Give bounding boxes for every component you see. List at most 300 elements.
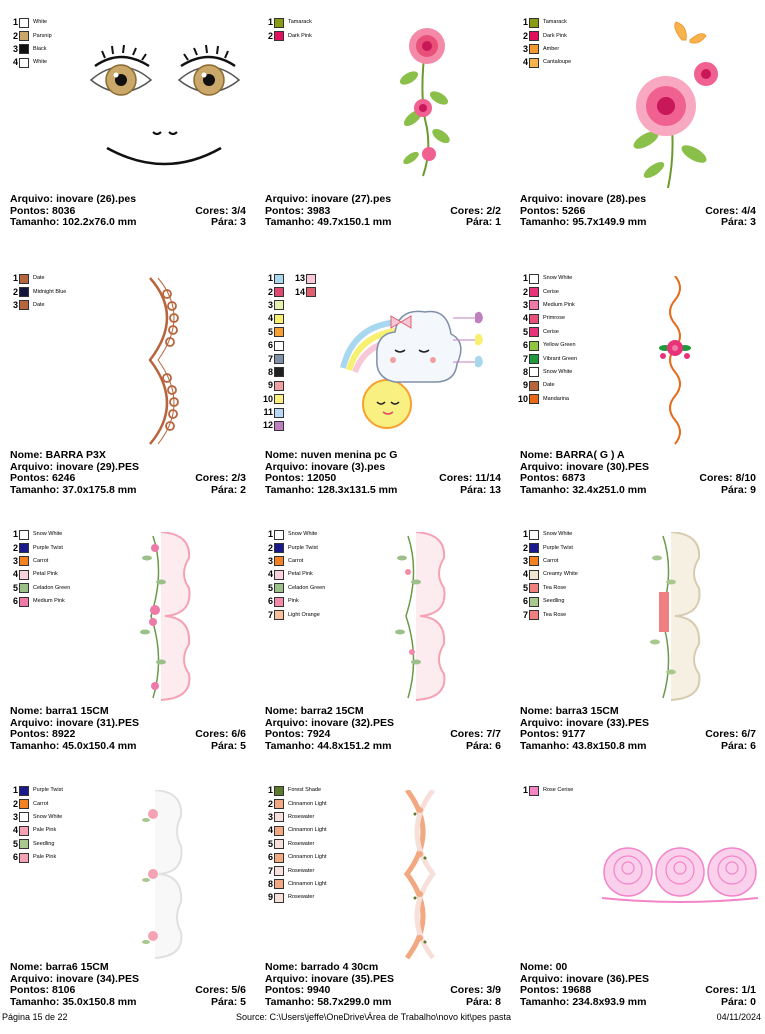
color-name: Snow White	[543, 368, 573, 375]
color-list	[6, 16, 52, 70]
color-swatch-row	[516, 339, 577, 352]
color-number: 7	[267, 865, 273, 876]
color-number: 4	[522, 313, 528, 324]
color-list	[516, 16, 571, 70]
color-number: 3	[267, 811, 273, 822]
color-name: Snow White	[543, 275, 573, 282]
color-number: 8	[267, 366, 273, 377]
color-name: Vibrant Green	[543, 355, 578, 362]
color-number: 1	[522, 273, 528, 284]
color-number: 6	[267, 596, 273, 607]
color-number: 2	[522, 30, 528, 41]
color-swatch-row	[261, 419, 284, 432]
cloud-vine-border-embroidery	[135, 532, 195, 702]
color-number: 3	[12, 43, 18, 54]
color-name: Purple Twist	[33, 787, 63, 794]
rose-butterfly-embroidery	[610, 20, 730, 190]
color-swatch	[529, 341, 539, 351]
color-number: 3	[267, 555, 273, 566]
color-swatch-row	[6, 541, 70, 554]
color-number: 3	[12, 811, 18, 822]
color-swatch	[529, 300, 539, 310]
color-swatch-row	[516, 43, 571, 56]
color-swatch-row	[261, 582, 325, 595]
color-name: Snow White	[288, 531, 318, 538]
color-swatch	[274, 274, 284, 284]
design-card-3	[255, 266, 510, 522]
design-info: Nome: barra2 15CM Arquivo: inovare (32).PES Pontos: 7924 Cores: 7/7 Tamanho: 44.8x151.2 mm Pára: 6	[265, 705, 501, 752]
color-name: Tamarack	[288, 19, 312, 26]
print-date: 04/11/2024	[716, 1012, 761, 1022]
color-swatch-row	[261, 784, 327, 797]
color-number: 2	[522, 286, 528, 297]
design-info: Nome: 00 Arquivo: inovare (36).PES Pontos: 19688 Cores: 1/1 Tamanho: 234.8x93.9 mm Pára: 0	[520, 961, 756, 1008]
color-swatch	[529, 354, 539, 364]
color-name: Medium Pink	[33, 598, 65, 605]
color-swatch-row	[261, 851, 327, 864]
color-swatch-row	[516, 555, 578, 568]
color-swatch	[19, 826, 29, 836]
color-swatch	[529, 597, 539, 607]
color-name: Purple Twist	[288, 544, 318, 551]
color-number: 7	[522, 353, 528, 364]
color-name: Carrot	[543, 557, 559, 564]
color-swatch-row	[516, 568, 578, 581]
color-number: 7	[267, 609, 273, 620]
color-swatch	[306, 287, 316, 297]
design-card-29	[0, 266, 255, 522]
color-name: Carrot	[288, 557, 304, 564]
color-number: 6	[12, 852, 18, 863]
color-name: Celadon Green	[33, 584, 71, 591]
color-name: Pale Pink	[33, 827, 57, 834]
color-swatch	[274, 570, 284, 580]
color-name: Rosewater	[288, 894, 315, 901]
design-info: Arquivo: inovare (28).pes Pontos: 5266 Cores: 4/4 Tamanho: 95.7x149.9 mm Pára: 3	[520, 193, 756, 228]
color-swatch-row	[516, 16, 571, 29]
color-swatch	[274, 893, 284, 903]
color-swatch	[19, 18, 29, 28]
color-swatch	[274, 839, 284, 849]
color-swatch	[19, 274, 29, 284]
color-name: Seedling	[33, 840, 55, 847]
color-name: Rose Cerise	[543, 787, 574, 794]
color-swatch-row	[516, 326, 577, 339]
color-swatch	[19, 31, 29, 41]
color-swatch	[19, 556, 29, 566]
color-swatch	[306, 274, 316, 284]
color-swatch	[19, 58, 29, 68]
color-swatch-row	[6, 29, 52, 42]
nose	[153, 132, 177, 134]
color-name: Carrot	[33, 557, 49, 564]
color-number: 9	[267, 380, 273, 391]
color-name: Yellow Green	[543, 342, 576, 349]
design-card-36	[510, 778, 765, 1034]
design-info: Nome: barrado 4 30cm Arquivo: inovare (35).PES Pontos: 9940 Cores: 3/9 Tamanho: 58.7x299.0 mm Pára: 8	[265, 961, 501, 1008]
color-name: Parsnip	[33, 32, 52, 39]
color-swatch	[274, 799, 284, 809]
color-swatch-row	[516, 582, 578, 595]
color-swatch-row	[261, 285, 284, 298]
color-name: Cinnamon Light	[288, 880, 327, 887]
color-swatch	[529, 583, 539, 593]
color-swatch-row	[516, 379, 577, 392]
color-swatch-row	[261, 891, 327, 904]
color-swatch-row	[516, 366, 577, 379]
color-number: 10	[517, 393, 528, 404]
color-swatch	[19, 839, 29, 849]
color-number: 5	[522, 326, 528, 337]
cloud-rose-border-embroidery	[135, 790, 195, 960]
color-name: Date	[543, 382, 555, 389]
color-name: Cerise	[543, 288, 559, 295]
color-number: 6	[267, 852, 273, 863]
color-swatch-row	[261, 393, 284, 406]
color-swatch	[274, 300, 284, 310]
color-name: Date	[33, 275, 45, 282]
color-name: Midnight Blue	[33, 288, 67, 295]
color-swatch	[274, 354, 284, 364]
color-swatch-row	[516, 784, 573, 797]
design-info: Arquivo: inovare (26).pes Pontos: 8036 Cores: 3/4 Tamanho: 102.2x76.0 mm Pára: 3	[10, 193, 246, 228]
color-swatch	[529, 287, 539, 297]
cloud-color-list-col1	[261, 272, 284, 433]
left-eye	[91, 45, 151, 95]
color-swatch	[529, 367, 539, 377]
color-number: 14	[294, 286, 305, 297]
color-swatch-row	[261, 824, 327, 837]
color-swatch	[19, 786, 29, 796]
color-name: Snow White	[33, 813, 63, 820]
design-info: Nome: barra1 15CM Arquivo: inovare (31).PES Pontos: 8922 Cores: 6/6 Tamanho: 45.0x150.4 mm Pára: 5	[10, 705, 246, 752]
color-swatch	[274, 367, 284, 377]
color-number: 4	[267, 569, 273, 580]
color-name: Pale Pink	[33, 854, 57, 861]
color-swatch-row	[261, 878, 327, 891]
color-swatch	[529, 556, 539, 566]
color-name: Pink	[288, 598, 299, 605]
color-swatch-row	[516, 393, 577, 406]
twist-ribbon-border-embroidery	[395, 790, 445, 960]
color-number: 10	[262, 393, 273, 404]
color-swatch	[19, 44, 29, 54]
color-swatch-row	[261, 595, 325, 608]
color-number: 2	[12, 798, 18, 809]
color-number: 2	[12, 286, 18, 297]
color-swatch-row	[6, 851, 63, 864]
color-swatch-row	[261, 299, 284, 312]
color-list	[261, 528, 325, 622]
color-name: Petal Pink	[288, 571, 313, 578]
color-name: Cinnamon Light	[288, 827, 327, 834]
rose-row-embroidery	[600, 840, 760, 910]
color-number: 13	[294, 273, 305, 284]
color-swatch-row	[261, 272, 284, 285]
color-number: 6	[522, 340, 528, 351]
color-number: 4	[522, 569, 528, 580]
design-info: Nome: barra3 15CM Arquivo: inovare (33).PES Pontos: 9177 Cores: 6/7 Tamanho: 43.8x150.8 mm Pára: 6	[520, 705, 756, 752]
color-swatch	[19, 812, 29, 822]
color-number: 11	[263, 407, 273, 418]
color-swatch	[274, 879, 284, 889]
color-swatch-row	[516, 272, 577, 285]
color-number: 3	[522, 43, 528, 54]
color-swatch	[274, 597, 284, 607]
color-number: 5	[267, 838, 273, 849]
rose-stem-embroidery	[375, 18, 475, 178]
color-name: Cinnamon Light	[288, 854, 327, 861]
color-swatch	[274, 812, 284, 822]
color-swatch-row	[6, 272, 66, 285]
color-number: 4	[522, 57, 528, 68]
design-card-26	[0, 10, 255, 266]
color-number: 1	[267, 785, 273, 796]
color-number: 4	[12, 825, 18, 836]
color-name: Purple Twist	[33, 544, 63, 551]
color-name: Black	[33, 45, 47, 52]
color-swatch	[274, 408, 284, 418]
color-name: Tea Rose	[543, 584, 567, 591]
color-name: Carrot	[33, 800, 49, 807]
source-path: Source: C:\Users\jeffe\OneDrive\Área de Trabalho\novo kit\pes pasta	[236, 1012, 511, 1022]
page-footer	[0, 1010, 765, 1024]
design-card-32	[255, 522, 510, 778]
color-number: 2	[12, 30, 18, 41]
color-name: Purple Twist	[543, 544, 573, 551]
color-name: Tea Rose	[543, 611, 567, 618]
color-swatch	[529, 570, 539, 580]
smile	[107, 148, 221, 164]
color-number: 4	[267, 313, 273, 324]
color-swatch-row	[6, 528, 70, 541]
color-name: Light Orange	[288, 611, 320, 618]
color-swatch-row	[6, 582, 70, 595]
color-swatch-row	[6, 811, 63, 824]
color-swatch-row	[261, 16, 312, 29]
color-number: 7	[267, 353, 273, 364]
color-list	[516, 784, 573, 797]
color-number: 9	[522, 380, 528, 391]
color-swatch	[274, 556, 284, 566]
color-number: 5	[267, 326, 273, 337]
color-swatch-row	[261, 811, 327, 824]
color-swatch-row	[261, 379, 284, 392]
color-swatch-row	[261, 541, 325, 554]
color-name: Cantaloupe	[543, 59, 572, 66]
design-info: Nome: BARRA( G ) A Arquivo: inovare (30).PES Pontos: 6873 Cores: 8/10 Tamanho: 32.4x251.0 mm Pára: 9	[520, 449, 756, 496]
color-swatch-row	[261, 29, 312, 42]
color-number: 2	[267, 798, 273, 809]
color-swatch-row	[6, 43, 52, 56]
color-name: Snow White	[33, 531, 63, 538]
color-swatch-row	[516, 608, 578, 621]
color-swatch	[274, 786, 284, 796]
color-name: Mandarina	[543, 395, 569, 402]
color-swatch-row	[261, 326, 284, 339]
design-card-31	[0, 522, 255, 778]
color-number: 4	[12, 57, 18, 68]
color-swatch	[529, 543, 539, 553]
color-name: Cerise	[543, 328, 559, 335]
color-number: 5	[522, 582, 528, 593]
color-swatch-row	[516, 299, 577, 312]
color-number: 6	[522, 596, 528, 607]
color-swatch-row	[6, 299, 66, 312]
color-swatch	[529, 394, 539, 404]
color-number: 2	[267, 30, 273, 41]
color-name: Celadon Green	[288, 584, 326, 591]
design-info: Arquivo: inovare (27).pes Pontos: 3983 Cores: 2/2 Tamanho: 49.7x150.1 mm Pára: 1	[265, 193, 501, 228]
design-card-33	[510, 522, 765, 778]
color-swatch	[19, 300, 29, 310]
color-list	[261, 784, 327, 905]
color-swatch	[274, 327, 284, 337]
color-name: Tamarack	[543, 19, 567, 26]
cloud-vine-border-embroidery	[390, 532, 450, 702]
color-swatch-row	[261, 528, 325, 541]
color-swatch	[529, 31, 539, 41]
color-swatch	[274, 381, 284, 391]
color-number: 3	[267, 299, 273, 310]
cloud-vine-border-embroidery	[645, 532, 705, 702]
color-swatch-row	[516, 352, 577, 365]
color-name: Petal Pink	[33, 571, 58, 578]
color-number: 1	[12, 273, 18, 284]
design-card-34	[0, 778, 255, 1034]
color-name: Medium Pink	[543, 301, 575, 308]
color-swatch	[274, 853, 284, 863]
color-number: 2	[522, 542, 528, 553]
color-swatch-row	[261, 608, 325, 621]
color-list	[6, 272, 66, 312]
color-swatch-row	[6, 824, 63, 837]
color-number: 4	[12, 569, 18, 580]
color-number: 7	[522, 609, 528, 620]
color-swatch-row	[516, 29, 571, 42]
color-swatch	[274, 866, 284, 876]
color-swatch	[274, 826, 284, 836]
color-name: Rosewater	[288, 813, 315, 820]
color-name: Primrose	[543, 315, 566, 322]
color-number: 1	[522, 529, 528, 540]
color-swatch	[274, 421, 284, 431]
color-swatch-row	[6, 16, 52, 29]
color-number: 1	[12, 785, 18, 796]
color-swatch-row	[293, 272, 316, 285]
color-number: 1	[267, 273, 273, 284]
color-number: 3	[522, 299, 528, 310]
color-swatch-row	[516, 285, 577, 298]
color-swatch	[274, 530, 284, 540]
floral-wave-border-embroidery	[655, 276, 695, 446]
color-swatch-row	[261, 339, 284, 352]
color-swatch-row	[261, 366, 284, 379]
color-swatch-row	[261, 555, 325, 568]
color-swatch-row	[261, 312, 284, 325]
color-swatch	[274, 314, 284, 324]
color-name: Dark Pink	[543, 32, 567, 39]
color-swatch-row	[6, 784, 63, 797]
color-swatch-row	[6, 56, 52, 69]
color-swatch	[274, 31, 284, 41]
color-number: 6	[267, 340, 273, 351]
color-name: Creamy White	[543, 571, 578, 578]
color-swatch-row	[261, 352, 284, 365]
color-swatch	[19, 543, 29, 553]
design-card-35	[255, 778, 510, 1034]
color-swatch	[529, 44, 539, 54]
color-name: Seedling	[543, 598, 565, 605]
color-swatch	[529, 58, 539, 68]
color-swatch	[274, 341, 284, 351]
color-swatch-row	[261, 568, 325, 581]
color-name: Forest Shade	[288, 787, 322, 794]
cloud-sun-embroidery	[335, 278, 495, 438]
color-swatch	[19, 583, 29, 593]
color-swatch	[19, 799, 29, 809]
design-info: Nome: BARRA P3X Arquivo: inovare (29).PES Pontos: 6246 Cores: 2/3 Tamanho: 37.0x175.8 mm Pára: 2	[10, 449, 246, 496]
color-swatch	[19, 853, 29, 863]
color-swatch-row	[261, 406, 284, 419]
color-name: Date	[33, 301, 45, 308]
color-swatch	[19, 570, 29, 580]
color-swatch-row	[516, 56, 571, 69]
color-swatch	[274, 18, 284, 28]
color-number: 5	[12, 582, 18, 593]
color-swatch-row	[6, 797, 63, 810]
color-list	[6, 528, 70, 608]
color-swatch-row	[261, 864, 327, 877]
color-number: 1	[12, 17, 18, 28]
color-swatch	[274, 610, 284, 620]
color-name: Cinnamon Light	[288, 800, 327, 807]
color-number: 2	[267, 286, 273, 297]
cloud-color-list-col2	[293, 272, 316, 299]
color-number: 1	[12, 529, 18, 540]
design-info: Nome: barra6 15CM Arquivo: inovare (34).PES Pontos: 8106 Cores: 5/6 Tamanho: 35.0x150.8 mm Pára: 5	[10, 961, 246, 1008]
color-swatch	[529, 274, 539, 284]
color-number: 1	[267, 529, 273, 540]
color-name: Rosewater	[288, 867, 315, 874]
color-name: White	[33, 59, 48, 66]
color-name: Snow White	[543, 531, 573, 538]
color-list	[6, 784, 63, 864]
color-swatch	[274, 583, 284, 593]
color-swatch-row	[6, 555, 70, 568]
color-name: Rosewater	[288, 840, 315, 847]
page-number: Página 15 de 22	[2, 1012, 68, 1022]
color-swatch	[19, 530, 29, 540]
design-card-28	[510, 10, 765, 266]
color-number: 5	[12, 838, 18, 849]
design-card-30	[510, 266, 765, 522]
color-swatch-row	[6, 568, 70, 581]
color-swatch	[274, 287, 284, 297]
color-swatch-row	[516, 528, 578, 541]
color-list	[516, 528, 578, 622]
color-swatch	[19, 597, 29, 607]
design-info: Nome: nuven menina pc G Arquivo: inovare (3).pes Pontos: 12050 Cores: 11/14 Tamanho: 128.3x131.5 mm Pára: 13	[265, 449, 501, 496]
color-swatch-row	[516, 312, 577, 325]
color-swatch-row	[6, 285, 66, 298]
color-swatch-row	[516, 595, 578, 608]
color-swatch	[529, 327, 539, 337]
color-swatch	[529, 610, 539, 620]
color-number: 1	[522, 17, 528, 28]
color-number: 12	[262, 420, 273, 431]
color-swatch-row	[516, 541, 578, 554]
